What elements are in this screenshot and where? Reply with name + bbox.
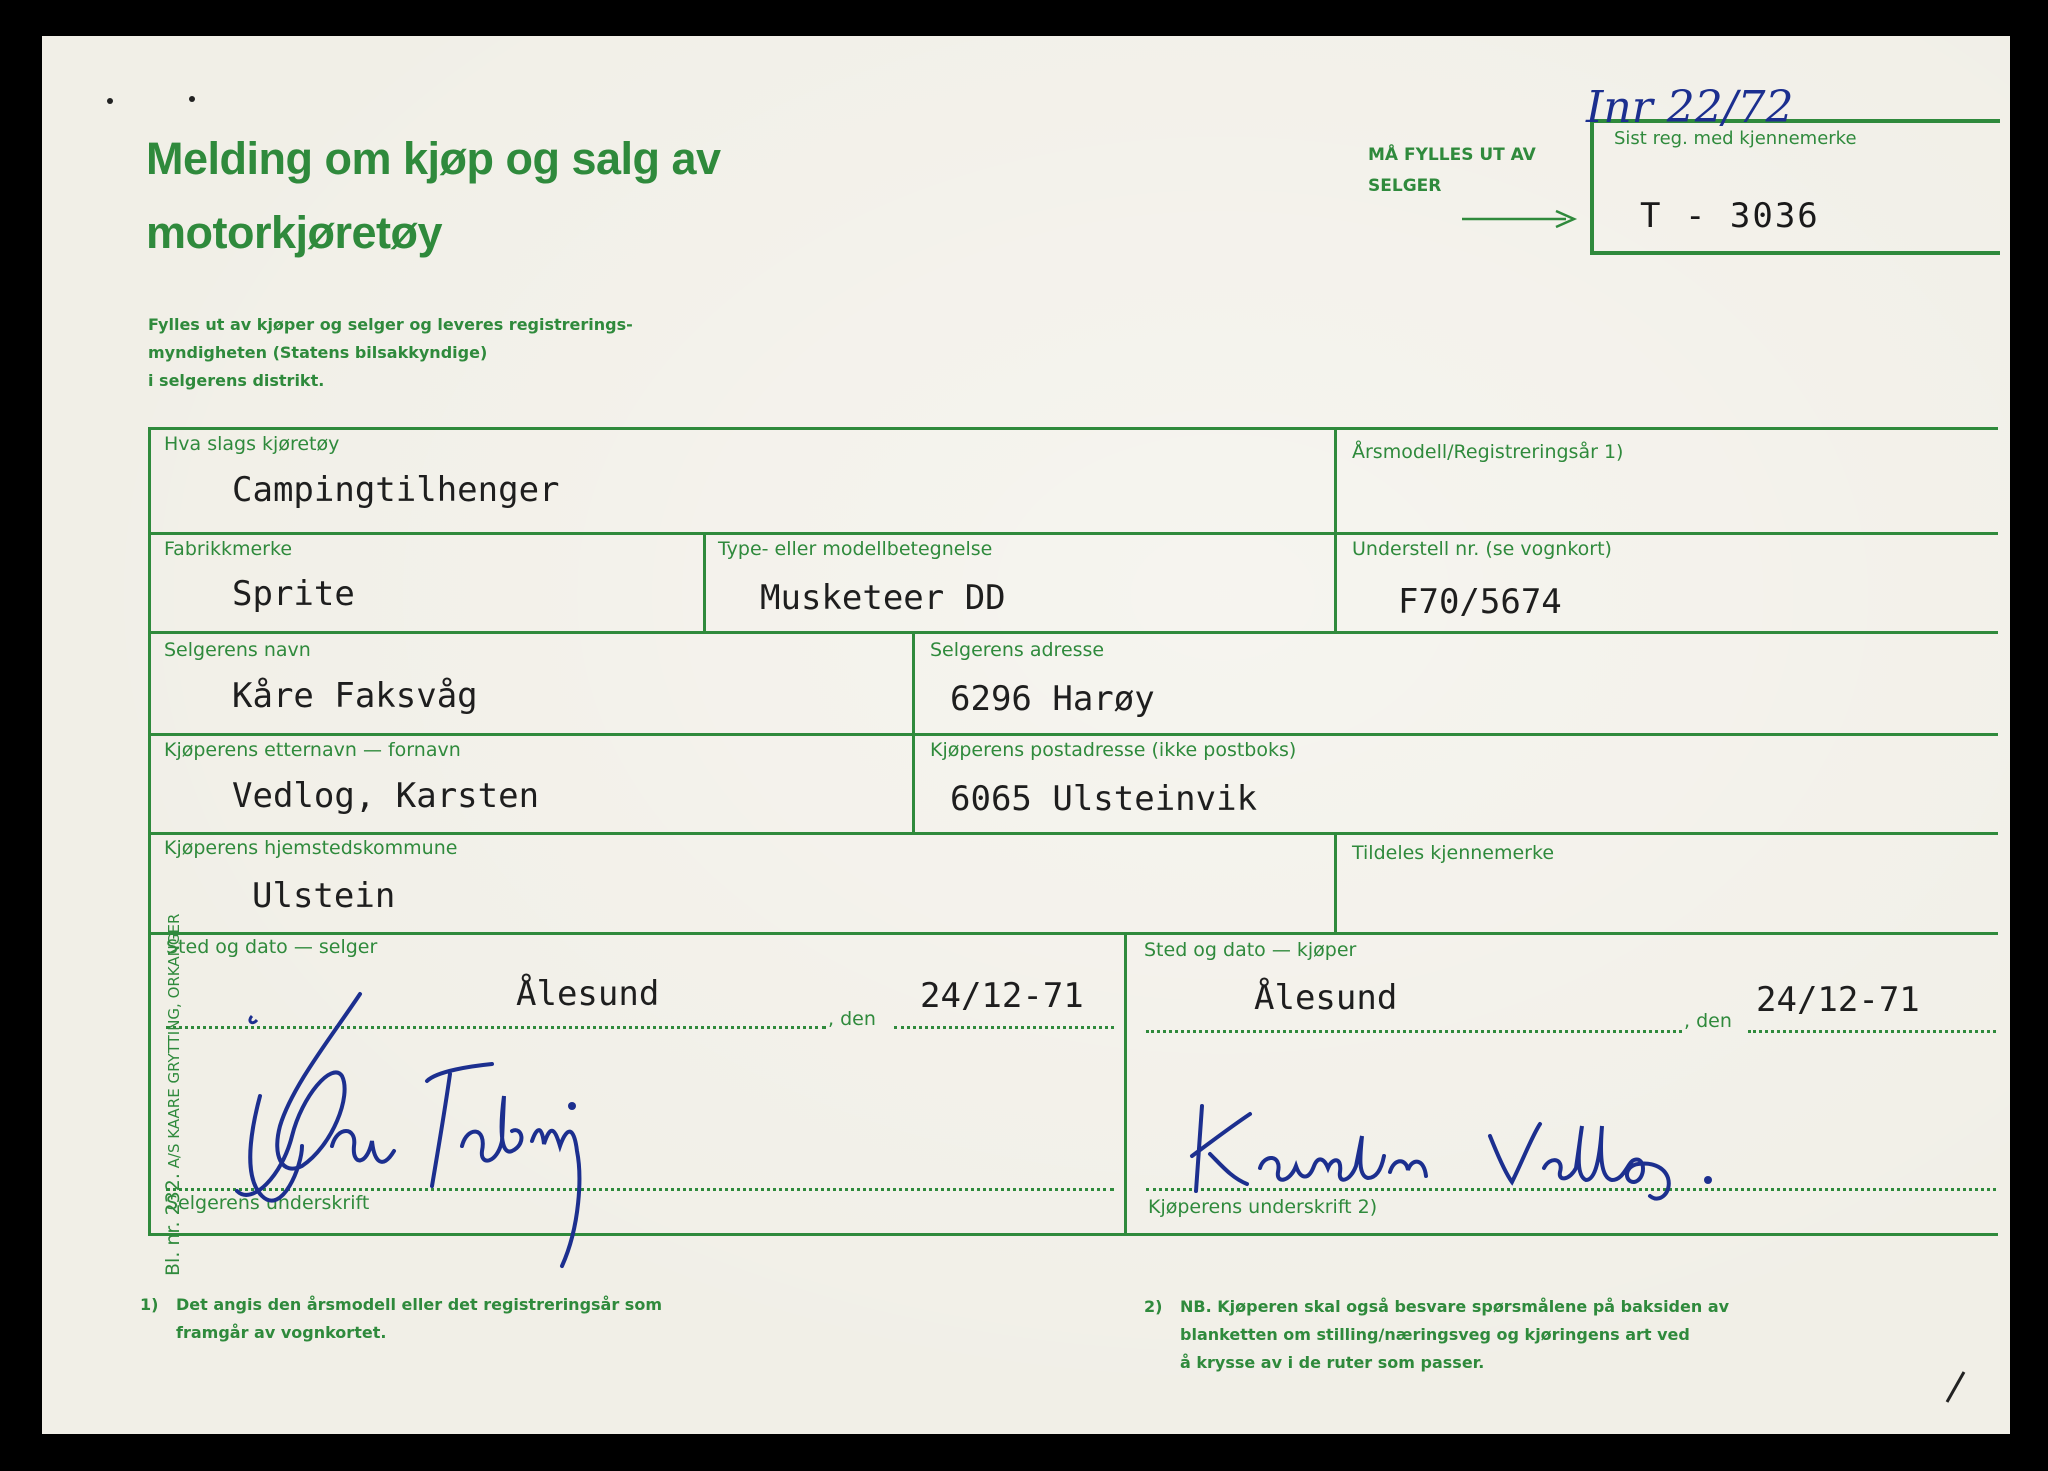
seller-date-field[interactable]: 24/12-71	[920, 976, 1084, 1016]
buyer-place-line	[1146, 1030, 1682, 1033]
instructions-line-2: myndigheten (Statens bilsakkyndige)	[148, 343, 488, 362]
chassis-label: Understell nr. (se vognkort)	[1352, 538, 1612, 560]
title-line-2: motorkjøretøy	[146, 207, 443, 258]
buyer-address-label: Kjøperens postadresse (ikke postboks)	[930, 739, 1297, 761]
seller-name-field[interactable]: Kåre Faksvåg	[232, 676, 478, 716]
registration-value[interactable]: T - 3036	[1640, 196, 1820, 236]
buyer-signature[interactable]	[1172, 1096, 1732, 1206]
svg-text:Inr 22/72: Inr 22/72	[1586, 82, 1794, 132]
row-divider	[148, 733, 1998, 736]
chassis-field[interactable]: F70/5674	[1398, 582, 1562, 622]
make-field[interactable]: Sprite	[232, 574, 355, 614]
ink-dots	[102, 91, 222, 111]
row-divider	[148, 532, 1998, 535]
footnote-2-line-1: NB. Kjøperen skal også besvare spørsmålene på baksiden av	[1180, 1297, 1730, 1316]
buyer-address-field[interactable]: 6065 Ulsteinvik	[950, 779, 1258, 819]
seller-place-field[interactable]: Ålesund	[516, 974, 660, 1014]
buyer-municipality-label: Kjøperens hjemstedskommune	[164, 837, 458, 859]
column-divider	[1334, 832, 1337, 932]
footnote-2	[1144, 1293, 1730, 1377]
footnote-1-number: 1)	[140, 1295, 159, 1314]
buyer-place-date-label: Sted og dato — kjøper	[1144, 939, 1357, 961]
column-divider	[1334, 427, 1337, 633]
assigned-plate-label: Tildeles kjennemerke	[1352, 842, 1555, 864]
seller-address-field[interactable]: 6296 Harøy	[950, 679, 1155, 719]
buyer-name-field[interactable]: Vedlog, Karsten	[232, 776, 540, 816]
row-divider	[148, 832, 1998, 835]
model-label: Type- eller modellbetegnelse	[718, 538, 993, 560]
footnote-1-line-2: framgår av vognkortet.	[176, 1323, 387, 1342]
must-fill-notice	[1368, 140, 1536, 202]
seller-place-date-label: Sted og dato — selger	[166, 936, 378, 958]
form-number: Bl. nr. 232.	[162, 1173, 184, 1276]
footnote-1	[140, 1291, 662, 1347]
form-sheet	[42, 36, 2010, 1434]
must-fill-line-1: MÅ FYLLES UT AV	[1368, 145, 1536, 165]
instructions-line-3: i selgerens distrikt.	[148, 371, 325, 390]
seller-address-label: Selgerens adresse	[930, 639, 1105, 661]
instructions-line-1: Fylles ut av kjøper og selger og leveres registrerings-	[148, 315, 633, 334]
make-label: Fabrikkmerke	[164, 538, 293, 560]
footnote-2-line-2: blanketten om stilling/næringsveg og kjøringens art ved	[1180, 1325, 1690, 1344]
model-year-label: Årsmodell/Registreringsår 1)	[1352, 441, 1624, 463]
buyer-municipality-field[interactable]: Ulstein	[252, 876, 396, 916]
seller-signature[interactable]	[182, 976, 782, 1286]
seller-date-line	[894, 1026, 1114, 1029]
arrow-right-icon	[1462, 209, 1580, 229]
registration-label: Sist reg. med kjennemerke	[1614, 128, 1857, 149]
row-divider	[148, 932, 1998, 935]
buyer-date-line	[1748, 1030, 1996, 1033]
footnote-1-line-1: Det angis den årsmodell eller det registreringsår som	[176, 1295, 662, 1314]
seller-den-label: , den	[828, 1008, 876, 1030]
handwritten-annotation	[1582, 76, 1842, 132]
vehicle-type-field[interactable]: Campingtilhenger	[232, 470, 560, 510]
footnote-2-number: 2)	[1144, 1297, 1163, 1316]
left-border	[148, 427, 151, 1236]
printer-mark	[162, 914, 184, 1276]
column-divider	[703, 532, 706, 632]
title-line-1: Melding om kjøp og salg av	[146, 133, 721, 184]
buyer-date-field[interactable]: 24/12-71	[1756, 980, 1920, 1020]
row-divider	[148, 427, 1998, 430]
buyer-signature-label: Kjøperens underskrift 2)	[1148, 1196, 1378, 1218]
form-title	[146, 122, 721, 270]
buyer-place-field[interactable]: Ålesund	[1254, 978, 1398, 1018]
seller-name-label: Selgerens navn	[164, 639, 311, 661]
footnote-2-line-3: å krysse av i de ruter som passer.	[1180, 1353, 1485, 1372]
column-divider	[1124, 932, 1127, 1234]
must-fill-line-2: SELGER	[1368, 176, 1442, 196]
buyer-den-label: , den	[1684, 1010, 1732, 1032]
ink-mark	[1942, 1366, 1972, 1406]
vehicle-type-label: Hva slags kjøretøy	[164, 433, 340, 455]
column-divider	[912, 631, 915, 833]
seller-signature-label: Selgerens underskrift	[166, 1192, 370, 1214]
printer-name: A/S KAARE GRYTTING, ORKANGER	[165, 913, 183, 1169]
model-field[interactable]: Musketeer DD	[760, 578, 1006, 618]
form-instructions	[148, 311, 848, 395]
row-divider	[148, 631, 1998, 634]
buyer-name-label: Kjøperens etternavn — fornavn	[164, 739, 461, 761]
